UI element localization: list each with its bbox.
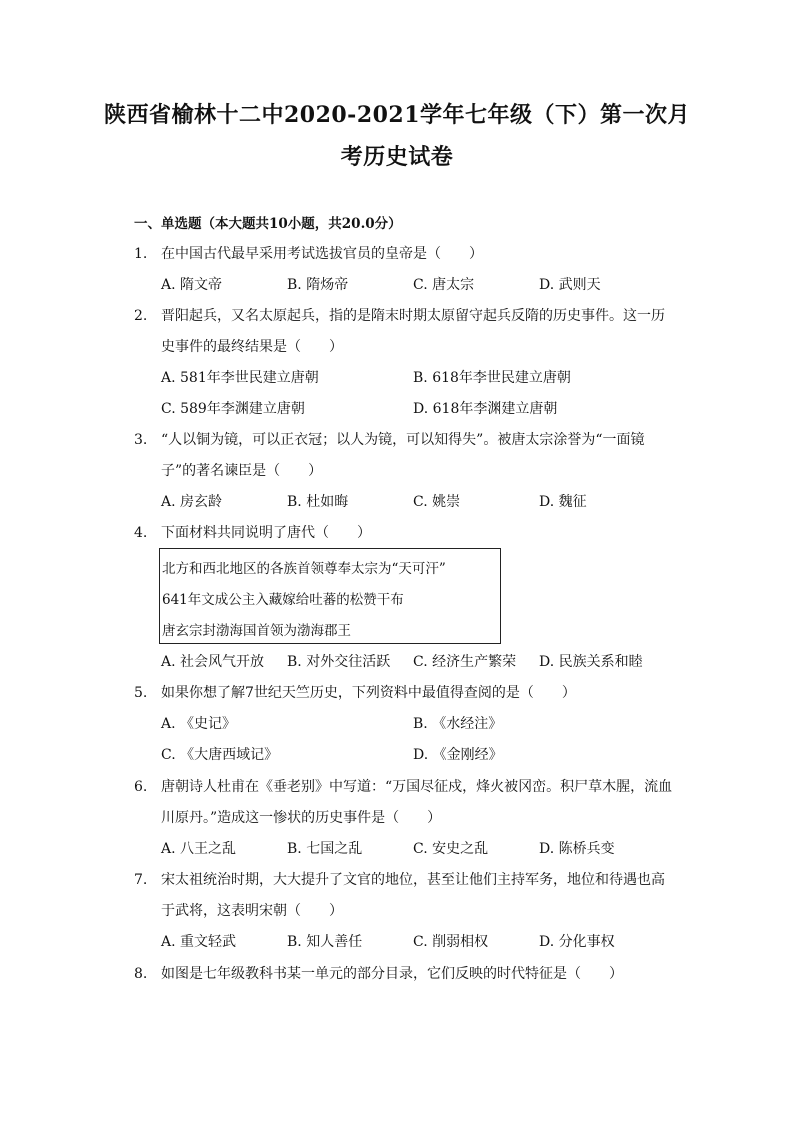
material-box xyxy=(159,548,501,644)
option-d[interactable]: D. 618年李渊建立唐朝 xyxy=(413,401,558,417)
option-a[interactable]: A. 隋文帝 xyxy=(161,277,223,293)
option-a[interactable]: A. 581年李世民建立唐朝 xyxy=(161,370,319,386)
question-5-options-row1 xyxy=(161,709,681,740)
option-a[interactable]: A. 《史记》 xyxy=(161,716,237,732)
question-text: 在中国古代最早采用考试选拔官员的皇帝是（ ） xyxy=(161,246,483,262)
question-text: 下面材料共同说明了唐代（ ） xyxy=(161,525,371,541)
question-number: 2. xyxy=(134,308,148,324)
question-5-options-row2 xyxy=(161,740,681,771)
question-number: 8. xyxy=(134,966,148,982)
option-c[interactable]: C. 《大唐西域记》 xyxy=(161,747,279,763)
question-1-options xyxy=(161,270,681,301)
question-6-options xyxy=(161,834,681,865)
option-b[interactable]: B. 隋炀帝 xyxy=(287,277,349,293)
material-line: 北方和西北地区的各族首领尊奉太宗为“天可汗” xyxy=(162,561,446,577)
option-a[interactable]: A. 社会风气开放 xyxy=(161,654,265,670)
page-title-line1: 陕西省榆林十二中2020-2021学年七年级（下）第一次月 xyxy=(103,102,691,128)
page-title-line2: 考历史试卷 xyxy=(340,144,454,170)
section-heading: 一、单选题（本大题共10小题，共20.0分） xyxy=(134,216,402,232)
question-number: 3. xyxy=(134,432,148,448)
question-4-options xyxy=(161,647,681,678)
question-3 xyxy=(134,425,674,487)
material-line: 唐玄宗封渤海国首领为渤海郡王 xyxy=(162,623,351,639)
question-number: 7. xyxy=(134,872,148,888)
option-c[interactable]: C. 削弱相权 xyxy=(413,934,489,950)
question-text: 如图是七年级教科书某一单元的部分目录，它们反映的时代特征是（ ） xyxy=(161,966,623,982)
option-c[interactable]: C. 安史之乱 xyxy=(413,841,489,857)
option-b[interactable]: B. 《水经注》 xyxy=(413,716,503,732)
option-b[interactable]: B. 618年李世民建立唐朝 xyxy=(413,370,571,386)
option-a[interactable]: A. 重文轻武 xyxy=(161,934,237,950)
option-d[interactable]: D. 魏征 xyxy=(539,494,587,510)
question-3-options xyxy=(161,487,681,518)
question-text: 晋阳起兵，又名太原起兵，指的是隋末时期太原留守起兵反隋的历史事件。这一历史事件的最终结果是（ ） xyxy=(161,308,665,355)
option-d[interactable]: D. 《金刚经》 xyxy=(413,747,503,763)
question-4 xyxy=(134,518,674,549)
question-2-options-row2 xyxy=(161,394,681,425)
material-line: 641年文成公主入藏嫁给吐蕃的松赞干布 xyxy=(162,592,404,608)
question-7 xyxy=(134,865,674,927)
question-number: 5. xyxy=(134,685,148,701)
question-6 xyxy=(134,772,674,834)
option-a[interactable]: A. 八王之乱 xyxy=(161,841,237,857)
question-number: 4. xyxy=(134,525,148,541)
question-8 xyxy=(134,959,674,990)
option-d[interactable]: D. 民族关系和睦 xyxy=(539,654,643,670)
question-text: 如果你想了解7世纪天竺历史，下列资料中最值得查阅的是（ ） xyxy=(161,685,576,701)
option-b[interactable]: B. 知人善任 xyxy=(287,934,363,950)
question-5 xyxy=(134,678,674,709)
question-text: 唐朝诗人杜甫在《垂老别》中写道：“万国尽征戍，烽火被冈峦。积尸草木腥，流血川原丹。”造成这一惨状的历史事件是（ ） xyxy=(161,779,673,826)
question-7-options xyxy=(161,927,681,958)
option-b[interactable]: B. 七国之乱 xyxy=(287,841,363,857)
question-text: 宋太祖统治时期，大大提升了文官的地位，甚至让他们主持军务，地位和待遇也高于武将，这表明宋朝（ ） xyxy=(161,872,665,919)
option-c[interactable]: C. 589年李渊建立唐朝 xyxy=(161,401,305,417)
question-1 xyxy=(134,239,674,270)
option-b[interactable]: B. 杜如晦 xyxy=(287,494,349,510)
option-c[interactable]: C. 经济生产繁荣 xyxy=(413,654,517,670)
option-b[interactable]: B. 对外交往活跃 xyxy=(287,654,391,670)
option-c[interactable]: C. 唐太宗 xyxy=(413,277,475,293)
option-d[interactable]: D. 分化事权 xyxy=(539,934,615,950)
option-c[interactable]: C. 姚崇 xyxy=(413,494,461,510)
question-2 xyxy=(134,301,674,363)
question-number: 1. xyxy=(134,246,148,262)
question-text: “人以铜为镜，可以正衣冠；以人为镜，可以知得失”。被唐太宗涂誉为“一面镜子”的著名谏臣是（ ） xyxy=(161,432,645,479)
option-d[interactable]: D. 武则天 xyxy=(539,277,601,293)
option-d[interactable]: D. 陈桥兵变 xyxy=(539,841,615,857)
question-2-options-row1 xyxy=(161,363,681,394)
option-a[interactable]: A. 房玄龄 xyxy=(161,494,223,510)
question-number: 6. xyxy=(134,779,148,795)
